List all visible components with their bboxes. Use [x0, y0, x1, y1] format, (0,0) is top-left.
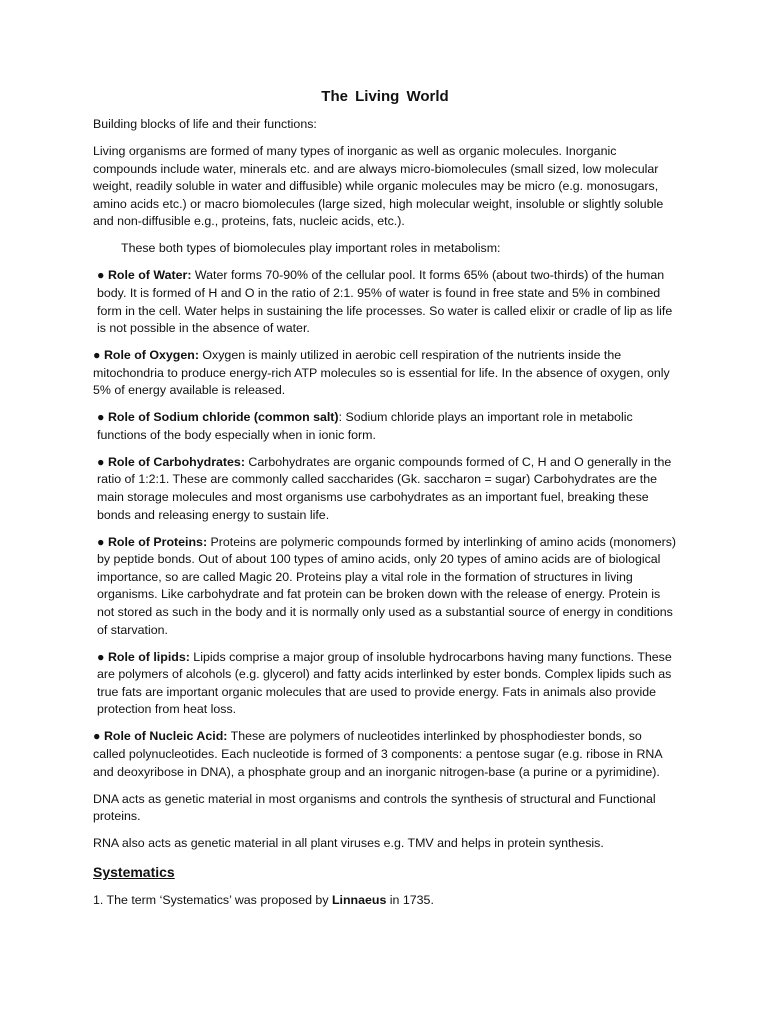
metabolism-line: These both types of biomolecules play important roles in metabolism:	[121, 241, 501, 256]
dna-paragraph: DNA acts as genetic material in most organisms and controls the synthesis of structural and Functional proteins.	[93, 791, 656, 824]
intro-heading: Building blocks of life and their functions:	[93, 117, 317, 131]
role-carbohydrates-paragraph	[93, 454, 677, 524]
role-sodium-chloride-label: Role of Sodium chloride (common salt)	[107, 410, 339, 425]
role-sodium-chloride-text: : Sodium chloride plays an important role in metabolic functions of the body especially when in ionic form.	[97, 410, 633, 442]
role-nucleic-acid-text: These are polymers of nucleotides interlinked by phosphodiester bonds, so called polynucleotides. Each nucleotide is formed of 3 components: a pentose sugar (e.g. ribose in RNA and deoxyribose in DNA), a phosphate group and an inorganic nitrogen-base (a purine or a pyrimidine).	[93, 729, 662, 779]
systematics-item-name: Linnaeus	[331, 893, 387, 908]
role-proteins-label: Role of Proteins:	[107, 534, 208, 549]
role-proteins-text: Proteins are polymeric compounds formed by interlinking of amino acids (monomers) by peptide bonds. Out of about 100 types of amino acids, only 20 types of amino acids are of biological importance, so are called Magic 20. Proteins play a vital role in the formation of structures in living organisms. Like carbohydrate and fat protein can be broken down with the release of energy. Protein is not stored as such in the body and it is normally only used as a substantial source of energy in conditions of starvation.	[97, 534, 677, 637]
role-carbohydrates-text: Carbohydrates are organic compounds formed of C, H and O generally in the ratio of 1:2:1. These are commonly called saccharides (Gk. saccharon = sugar) Carbohydrates are the main storage molecules and most organisms use carbohydrates as an important fuel, breaking these bonds and releasing energy to sustain life.	[97, 454, 672, 522]
role-nucleic-acid-label: Role of Nucleic Acid:	[103, 729, 228, 744]
bullet-icon: ●	[97, 454, 105, 469]
role-carbohydrates-label: Role of Carbohydrates:	[107, 454, 245, 469]
bullet-icon: ●	[93, 348, 101, 363]
role-water-text: Water forms 70-90% of the cellular pool. It forms 65% (about two-thirds) of the human body. It is formed of H and O in the ratio of 2:1. 95% of water is found in free state and 5% in combined form in the cell. Water helps in sustaining the life processes. So water is called elixir or cradle of lip as life is not possible in the absence of water.	[97, 268, 673, 336]
intro-paragraph: Living organisms are formed of many types of inorganic as well as organic molecules. Inorganic compounds include water, minerals etc. and are always micro-biomolecules (small sized, low molecular weight, readily soluble in water and diffusible) while organic molecules may be micro (e.g. monosugars, amino acids etc.) or macro biomolecules (large sized, high molecular weight, insoluble or slightly soluble and non-diffusible e.g., proteins, fats, nucleic acids, etc.).	[93, 143, 664, 229]
systematics-item-prefix: 1. The term ‘Systematics’ was proposed by	[93, 893, 332, 908]
bullet-icon: ●	[97, 649, 105, 664]
bullet-icon: ●	[93, 729, 101, 744]
role-lipids-label: Role of lipids:	[107, 649, 190, 664]
role-sodium-chloride-paragraph	[93, 409, 677, 444]
systematics-heading: Systematics	[93, 864, 175, 881]
document-title: The Living World	[321, 88, 449, 105]
role-proteins-paragraph	[93, 534, 677, 640]
role-lipids-text: Lipids comprise a major group of insoluble hydrocarbons having many functions. These are polymers of alcohols (e.g. glycerol) and fatty acids interlinked by ester bonds. Complex lipids such as true fats are important organic molecules that are used to provide energy. Fats in animals also provide protection from heat loss.	[97, 649, 672, 717]
role-lipids-paragraph	[93, 649, 677, 719]
role-oxygen-text: Oxygen is mainly utilized in aerobic cell respiration of the nutrients inside the mitochondria to produce energy-rich ATP molecules so is essential for life. In the absence of oxygen, only 5% of energy available is released.	[93, 348, 670, 398]
systematics-item	[93, 892, 677, 910]
bullet-icon: ●	[97, 268, 105, 283]
document-page	[93, 86, 677, 919]
role-oxygen-label: Role of Oxygen:	[103, 348, 199, 363]
role-water-label: Role of Water:	[107, 268, 192, 283]
role-water-paragraph	[93, 267, 677, 337]
rna-paragraph: RNA also acts as genetic material in all plant viruses e.g. TMV and helps in protein synthesis.	[93, 836, 604, 851]
systematics-item-suffix: in 1735.	[386, 893, 434, 908]
role-nucleic-acid-paragraph	[93, 728, 677, 781]
role-oxygen-paragraph	[93, 347, 677, 400]
bullet-icon: ●	[97, 410, 105, 425]
bullet-icon: ●	[97, 534, 105, 549]
